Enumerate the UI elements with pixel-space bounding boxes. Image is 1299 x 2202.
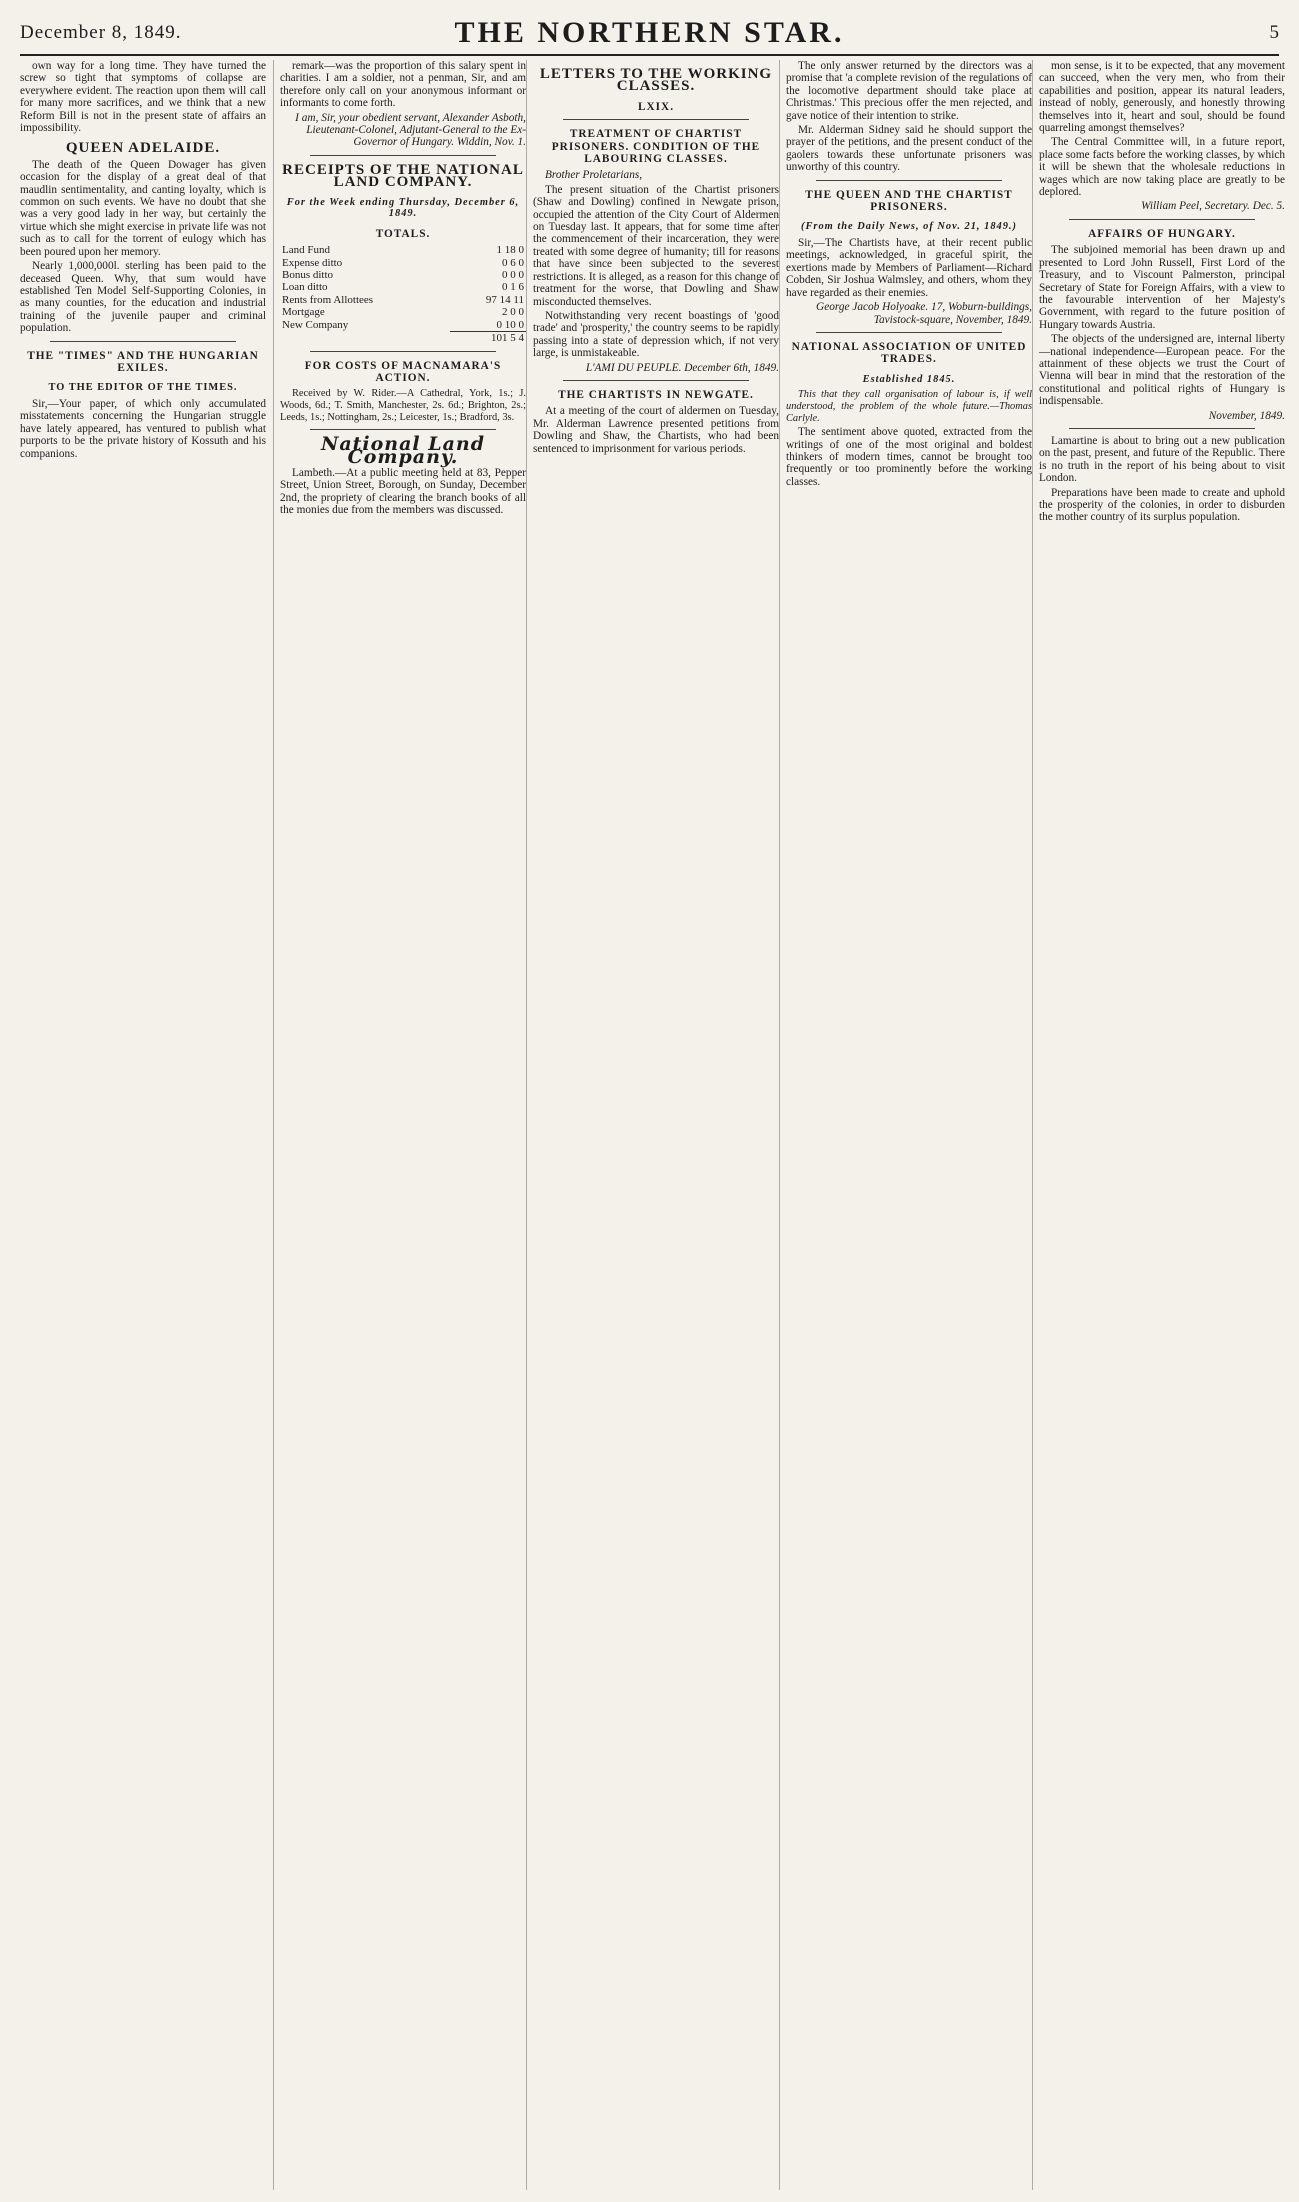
headline-queen-chartist-prisoners: THE QUEEN AND THE CHARTIST PRISONERS. [805, 188, 1013, 214]
row-label: Expense ditto [282, 256, 343, 269]
article-text: The death of the Queen Dowager has given occasion for the display of a great deal of that maudlin sentimentality, and canting loyalty, which is common on such events. We have no doubt that she was a very good lady in her way, but certainly the virtue which she might exercise in private life was not such as to call for the torrent of eulogy which has been poured upon her memory. [20, 158, 266, 258]
newspaper-title: THE NORTHERN STAR. [454, 16, 845, 49]
headline-affairs-hungary: AFFAIRS OF HUNGARY. [1088, 227, 1236, 240]
article-text: remark—was the proportion of this salary spent in charities. I am a soldier, not a penman, Sir, and am therefore only call on your anonymous informant or informants to come forth. [280, 60, 526, 110]
article-text: own way for a long time. They have turned the screw so tight that symptoms of collapse are everywhere evident. The reaction upon them will call for many more sacrifices, and we think that a new Reform Bill is not in the present state of affairs an impossibility. [20, 60, 266, 135]
article-text: mon sense, is it to be expected, that any movement can succeed, when the very men, who from their capabilities and position, appear its natural leaders, instead of nobly, generously, and honestly throwing themselves into it, heart and soul, should be found quarreling amongst themselves? [1039, 60, 1285, 135]
column-2 [273, 60, 526, 2190]
row-value: 0 0 0 [502, 269, 524, 282]
table-row [280, 306, 526, 318]
established-note: Established 1845. [862, 373, 956, 385]
table-row [280, 319, 526, 332]
row-label: Loan ditto [282, 281, 328, 294]
motto: This that they call organisation of labour is, if well understood, the problem of the whole future.—Thomas Carlyle. [786, 389, 1032, 424]
headline-times-hungarian: THE "TIMES" AND THE HUNGARIAN EXILES. [27, 349, 259, 374]
row-value: 2 0 0 [502, 306, 524, 319]
article-text: Mr. Alderman Sidney said he should support the prayer of the petitions, and the present conduct of the gaolers towards these unfortunate prisoners was unworthy of this country. [786, 124, 1032, 174]
issue-date: December 8, 1849. [20, 22, 182, 43]
article-text: Received by W. Rider.—A Cathedral, York, 1s.; J. Woods, 6d.; T. Smith, Manchester, 2s. 6d.; Brighton, 2s.; Leeds, 1s.; Nottingham, 2s.; Leicester, 1s.; Bradford, 3s. [280, 388, 526, 423]
article-text: Nearly 1,000,000l. sterling has been paid to the deceased Queen. Why, that sum would have established Ten Model Self-Supporting Colonies, in as many counties, for the education and industrial training of the juvenile pauper and criminal population. [20, 260, 266, 335]
article-text: The objects of the undersigned are, internal liberty—national independence—European peace. For the attainment of these objects we trust the Court of Vienna will bear in mind that the restoration of the constitutional and political rights of Hungary is indispensable. [1039, 333, 1285, 408]
divider [1069, 428, 1255, 429]
row-value: 0 6 0 [502, 256, 524, 269]
totals-heading: TOTALS. [375, 227, 431, 240]
column-5 [1032, 60, 1285, 2190]
letter-number: LXIX. [637, 100, 675, 113]
table-row [280, 257, 526, 269]
row-label: Land Fund [282, 244, 330, 257]
salutation: Brother Proletarians, [545, 169, 643, 182]
article-text: Sir,—The Chartists have, at their recent public meetings, acknowledged, in graceful spirit, the exertions made by Members of Parliament—Richard Cobden, Sir Joshua Walmsley, and others, whom they have regarded as their enemies. [786, 237, 1032, 299]
table-row [280, 269, 526, 281]
row-label: Bonus ditto [282, 269, 334, 282]
article-text: The sentiment above quoted, extracted from the writings of one of the most original and boldest thinkers of modern times, cannot be brought too frequently or too prominently before the working classes. [786, 426, 1032, 488]
memorial-date: November, 1849. [1208, 409, 1285, 422]
row-value: 0 1 6 [502, 281, 524, 294]
column-1 [20, 60, 266, 2190]
headline-treatment-prisoners: TREATMENT OF CHARTIST PRISONERS. CONDITION OF THE LABOURING CLASSES. [551, 128, 761, 166]
headline-queen-adelaide: QUEEN ADELAIDE. [65, 140, 221, 157]
divider [816, 332, 1002, 333]
totals-table [280, 244, 526, 344]
letter-signature: George Jacob Holyoake. 17, Woburn-buildings, Tavistock-square, November, 1849. [816, 301, 1032, 326]
article-text: Lambeth.—At a public meeting held at 83, Pepper Street, Union Street, Borough, on Sunday, December 2nd, the propriety of clearing the branch books of all the monies due from the members was discussed. [280, 466, 526, 517]
columns [20, 60, 1285, 2190]
row-label: Mortgage [282, 306, 325, 319]
headline-receipts: RECEIPTS OF THE NATIONAL LAND COMPANY. [282, 161, 524, 191]
table-row [280, 281, 526, 293]
row-value: 97 14 11 [485, 293, 524, 306]
letter-address: TO THE EDITOR OF THE TIMES. [48, 382, 238, 394]
divider [310, 351, 496, 352]
article-text: Notwithstanding very recent boastings of 'good trade' and 'prosperity,' the country seems to be rapidly passing into a state of depression which, if not very large, is unmistakeable. [533, 309, 779, 360]
headline-letters-working-classes: LETTERS TO THE WORKING CLASSES. [539, 66, 773, 95]
source-note: (From the Daily News, of Nov. 21, 1849.) [801, 221, 1017, 233]
headline-macnamara-costs: FOR COSTS OF MACNAMARA'S ACTION. [304, 359, 502, 384]
article-text: The only answer returned by the directors was a promise that 'a complete revision of the regulations of the locomotive department should take place at Christmas.' This precious offer the men rejected, and gave notice of their intention to strike. [786, 60, 1032, 122]
letter-signature: I am, Sir, your obedient servant, Alexander Asboth, Lieutenant-Colonel, Adjutant-General to the Ex-Governor of Hungary. Widdin, Nov. 1. [295, 111, 526, 149]
row-label: Rents from Allottees [282, 293, 374, 306]
article-text: Preparations have been made to create and uphold the prosperity of the colonies, in order to disburden the mother country of its surplus population. [1039, 486, 1285, 524]
divider [563, 380, 749, 381]
headline-united-trades: NATIONAL ASSOCIATION OF UNITED TRADES. [791, 340, 1027, 366]
masthead [20, 8, 1279, 56]
table-row [280, 294, 526, 306]
divider [563, 119, 749, 120]
divider [50, 341, 236, 342]
article-text: The subjoined memorial has been drawn up and presented to Lord John Russell, First Lord of the Treasury, and to Viscount Palmerston, principal Secretary of State for Foreign Affairs, with a view to the favourable intervention of her Majesty's Government, with regard to the future position of Hungary towards Austria. [1039, 244, 1285, 331]
row-value: 0 10 0 [496, 318, 524, 331]
letter-signature: William Peel, Secretary. Dec. 5. [1141, 200, 1285, 213]
table-row [280, 244, 526, 256]
divider [1069, 219, 1255, 220]
total-value: 101 5 4 [450, 332, 526, 345]
column-4 [779, 60, 1032, 2190]
divider [310, 155, 496, 156]
total-row [280, 332, 526, 345]
row-value: 1 18 0 [496, 244, 524, 257]
headline-national-land-company: National Land Company. [320, 433, 486, 468]
divider [816, 180, 1002, 181]
article-text: Sir,—Your paper, of which only accumulated misstatements concerning the Hungarian struggle have lately appeared, has ventured to publish what purports to be the private history of Kossuth and his companions. [20, 397, 266, 460]
page-number: 5 [1269, 22, 1279, 43]
letter-signature: L'AMI DU PEUPLE. December 6th, 1849. [585, 361, 779, 374]
column-3 [526, 60, 779, 2190]
row-label: New Company [282, 318, 349, 331]
article-text: Lamartine is about to bring out a new publication on the past, present, and future of the Republic. There is no truth in the report of his being about to visit London. [1039, 434, 1285, 485]
article-text: The Central Committee will, in a future report, place some facts before the working classes, by which it will be shewn that the wholesale reductions in wages which are now taking place are greatly to be deplored. [1039, 136, 1285, 199]
divider [310, 429, 496, 430]
receipts-subtitle: For the Week ending Thursday, December 6, 1849. [286, 196, 520, 220]
article-text: The present situation of the Chartist prisoners (Shaw and Dowling) confined in Newgate prison, occupied the attention of the City Court of Aldermen on Tuesday last. It appears, that for some time after the commencement of their incarceration, they were treated with some degree of humanity; till for reasons that have since been subjected to the severest restrictions. It is alleged, as a reason for this change of treatment for the worse, that Dowling and Shaw misconducted themselves. [533, 183, 779, 308]
article-text: At a meeting of the court of aldermen on Tuesday, Mr. Alderman Lawrence presented petitions from Dowling and Shaw, the Chartists, who had been sentenced to imprisonment for various periods. [533, 405, 779, 455]
headline-chartists-newgate: THE CHARTISTS IN NEWGATE. [558, 388, 754, 401]
